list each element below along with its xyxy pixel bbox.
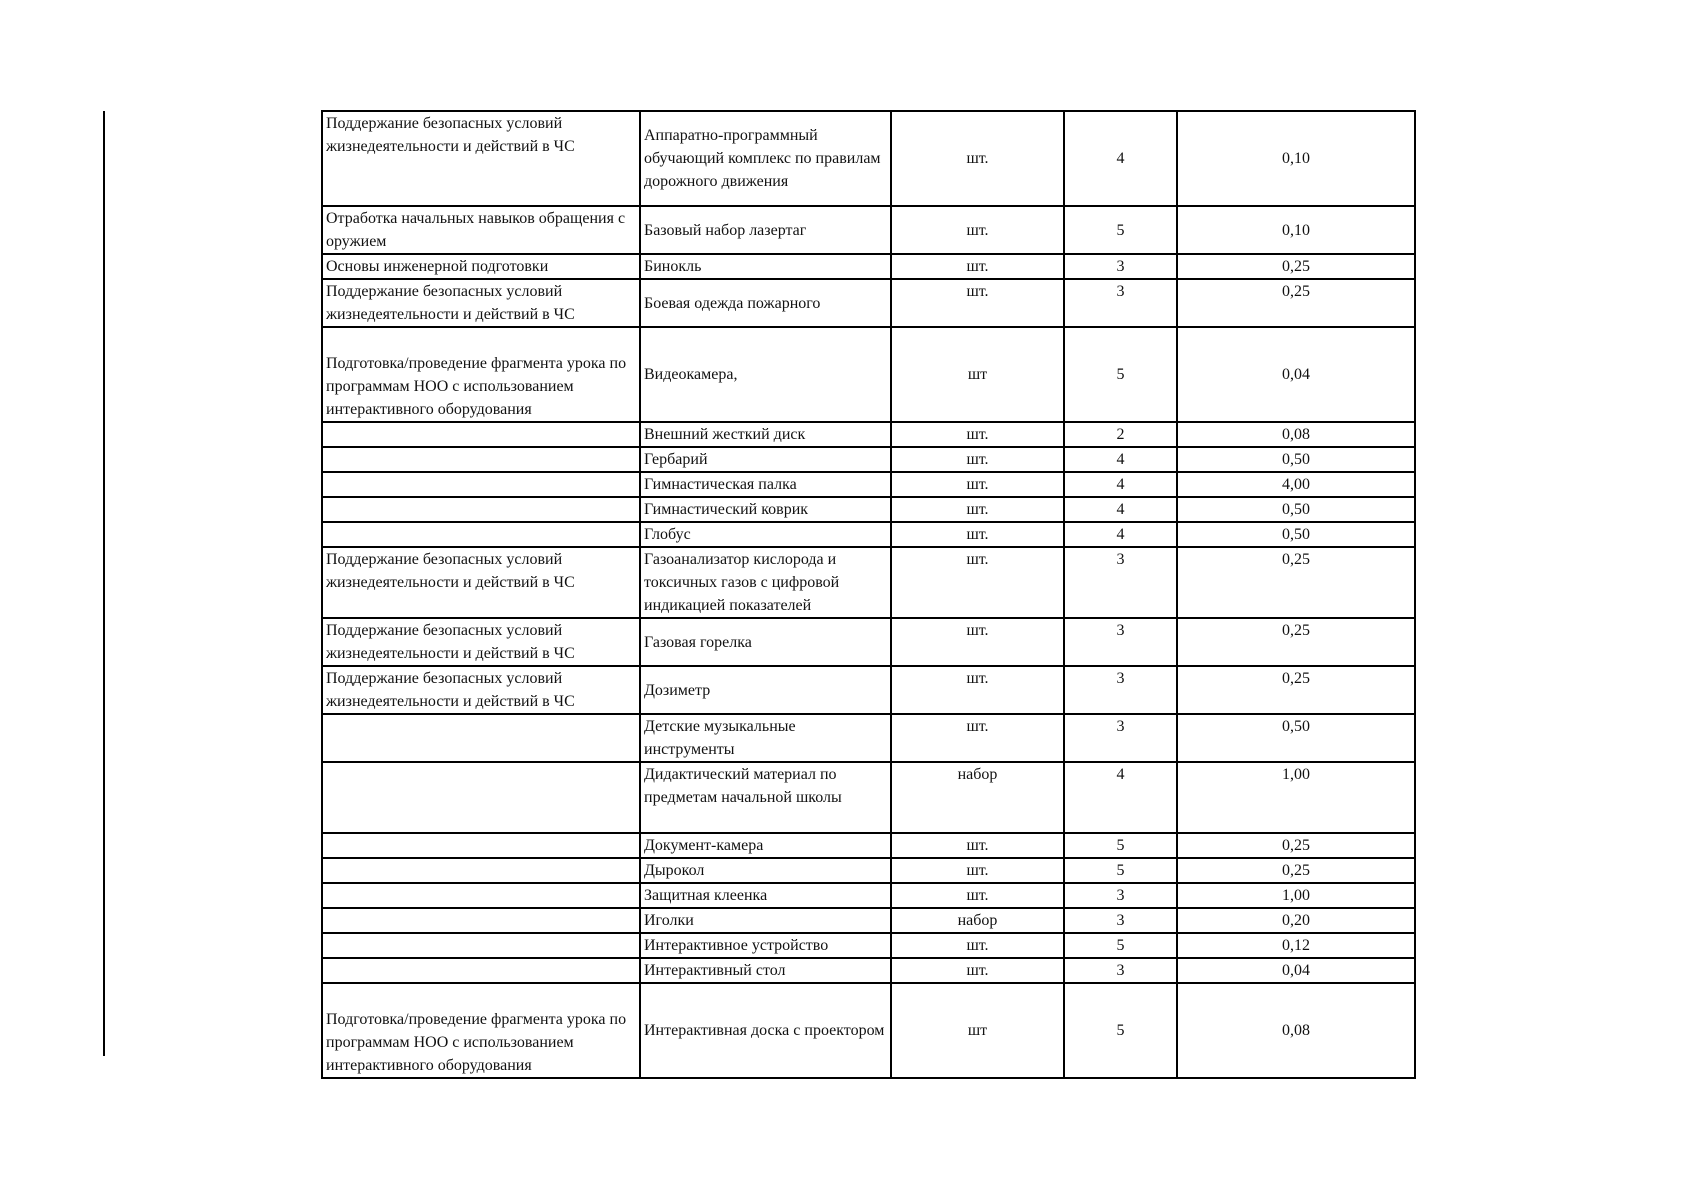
qty-cell: 4 — [1064, 497, 1177, 522]
qty-cell: 5 — [1064, 858, 1177, 883]
item-cell: Глобус — [640, 522, 891, 547]
item-cell: Газовая горелка — [640, 618, 891, 666]
table-row — [322, 833, 1415, 858]
activity-cell — [322, 883, 640, 908]
unit-cell: шт. — [891, 958, 1064, 983]
item-cell: Дидактический материал по предметам начальной школы — [640, 762, 891, 833]
unit-cell: набор — [891, 762, 1064, 833]
qty-cell: 4 — [1064, 447, 1177, 472]
unit-cell: шт. — [891, 933, 1064, 958]
activity-cell — [322, 762, 640, 833]
table-row — [322, 618, 1415, 666]
item-cell: Аппаратно-программный обучающий комплекс по правилам дорожного движения — [640, 111, 891, 206]
qty-cell: 5 — [1064, 327, 1177, 422]
unit-cell: шт. — [891, 254, 1064, 279]
unit-cell: шт. — [891, 279, 1064, 327]
qty-cell: 5 — [1064, 983, 1177, 1078]
item-cell: Внешний жесткий диск — [640, 422, 891, 447]
unit-cell: шт — [891, 327, 1064, 422]
table-row — [322, 933, 1415, 958]
norm-cell: 0,50 — [1177, 447, 1415, 472]
item-cell: Гимнастический коврик — [640, 497, 891, 522]
activity-cell: Подготовка/проведение фрагмента урока по программам НОО с использованием интерактивного оборудования — [322, 983, 640, 1078]
norm-cell: 0,20 — [1177, 908, 1415, 933]
activity-cell — [322, 714, 640, 762]
table-row — [322, 327, 1415, 422]
activity-cell — [322, 908, 640, 933]
norm-cell: 1,00 — [1177, 762, 1415, 833]
activity-cell: Поддержание безопасных условий жизнедеятельности и действий в ЧС — [322, 666, 640, 714]
table-row — [322, 497, 1415, 522]
norm-cell: 0,50 — [1177, 714, 1415, 762]
item-cell: Дырокол — [640, 858, 891, 883]
item-cell: Базовый набор лазертаг — [640, 206, 891, 254]
qty-cell: 3 — [1064, 666, 1177, 714]
item-cell: Бинокль — [640, 254, 891, 279]
table-row — [322, 547, 1415, 618]
activity-cell: Поддержание безопасных условий жизнедеятельности и действий в ЧС — [322, 279, 640, 327]
activity-cell — [322, 472, 640, 497]
activity-cell: Основы инженерной подготовки — [322, 254, 640, 279]
equipment-table — [321, 110, 1416, 1079]
norm-cell: 0,08 — [1177, 422, 1415, 447]
norm-cell: 0,04 — [1177, 958, 1415, 983]
table-row — [322, 762, 1415, 833]
qty-cell: 2 — [1064, 422, 1177, 447]
norm-cell: 0,25 — [1177, 833, 1415, 858]
activity-cell: Поддержание безопасных условий жизнедеятельности и действий в ЧС — [322, 111, 640, 206]
unit-cell: набор — [891, 908, 1064, 933]
unit-cell: шт. — [891, 522, 1064, 547]
table-row — [322, 447, 1415, 472]
activity-cell — [322, 522, 640, 547]
qty-cell: 5 — [1064, 833, 1177, 858]
unit-cell: шт. — [891, 714, 1064, 762]
item-cell: Боевая одежда пожарного — [640, 279, 891, 327]
page-margin-line — [103, 111, 105, 1056]
activity-cell: Поддержание безопасных условий жизнедеятельности и действий в ЧС — [322, 547, 640, 618]
qty-cell: 3 — [1064, 714, 1177, 762]
norm-cell: 0,10 — [1177, 111, 1415, 206]
table-row — [322, 254, 1415, 279]
item-cell: Интерактивная доска с проектором — [640, 983, 891, 1078]
unit-cell: шт. — [891, 497, 1064, 522]
unit-cell: шт. — [891, 472, 1064, 497]
norm-cell: 1,00 — [1177, 883, 1415, 908]
item-cell: Защитная клеенка — [640, 883, 891, 908]
table-row — [322, 666, 1415, 714]
norm-cell: 4,00 — [1177, 472, 1415, 497]
table-row — [322, 983, 1415, 1078]
activity-cell: Поддержание безопасных условий жизнедеятельности и действий в ЧС — [322, 618, 640, 666]
unit-cell: шт. — [891, 618, 1064, 666]
qty-cell: 5 — [1064, 206, 1177, 254]
item-cell: Гербарий — [640, 447, 891, 472]
item-cell: Документ-камера — [640, 833, 891, 858]
table-row — [322, 422, 1415, 447]
unit-cell: шт. — [891, 833, 1064, 858]
item-cell: Интерактивный стол — [640, 958, 891, 983]
qty-cell: 3 — [1064, 908, 1177, 933]
qty-cell: 3 — [1064, 618, 1177, 666]
activity-cell: Отработка начальных навыков обращения с оружием — [322, 206, 640, 254]
item-cell: Видеокамера, — [640, 327, 891, 422]
activity-cell — [322, 447, 640, 472]
table-row — [322, 714, 1415, 762]
qty-cell: 3 — [1064, 958, 1177, 983]
item-cell: Интерактивное устройство — [640, 933, 891, 958]
unit-cell: шт. — [891, 206, 1064, 254]
qty-cell: 3 — [1064, 254, 1177, 279]
norm-cell: 0,50 — [1177, 497, 1415, 522]
activity-cell — [322, 958, 640, 983]
norm-cell: 0,04 — [1177, 327, 1415, 422]
activity-cell: Подготовка/проведение фрагмента урока по программам НОО с использованием интерактивного оборудования — [322, 327, 640, 422]
qty-cell: 3 — [1064, 883, 1177, 908]
unit-cell: шт. — [891, 111, 1064, 206]
table-row — [322, 472, 1415, 497]
activity-cell — [322, 497, 640, 522]
table-row — [322, 858, 1415, 883]
norm-cell: 0,12 — [1177, 933, 1415, 958]
item-cell: Детские музыкальные инструменты — [640, 714, 891, 762]
table-row — [322, 883, 1415, 908]
item-cell: Дозиметр — [640, 666, 891, 714]
qty-cell: 4 — [1064, 762, 1177, 833]
activity-cell — [322, 833, 640, 858]
item-cell: Газоанализатор кислорода и токсичных газов с цифровой индикацией показателей — [640, 547, 891, 618]
activity-cell — [322, 422, 640, 447]
table-row — [322, 522, 1415, 547]
table-row — [322, 111, 1415, 206]
norm-cell: 0,50 — [1177, 522, 1415, 547]
qty-cell: 4 — [1064, 111, 1177, 206]
norm-cell: 0,25 — [1177, 547, 1415, 618]
item-cell: Гимнастическая палка — [640, 472, 891, 497]
qty-cell: 4 — [1064, 472, 1177, 497]
table-row — [322, 958, 1415, 983]
norm-cell: 0,25 — [1177, 618, 1415, 666]
qty-cell: 3 — [1064, 279, 1177, 327]
table-row — [322, 908, 1415, 933]
norm-cell: 0,08 — [1177, 983, 1415, 1078]
unit-cell: шт. — [891, 858, 1064, 883]
item-cell: Иголки — [640, 908, 891, 933]
norm-cell: 0,25 — [1177, 279, 1415, 327]
activity-cell — [322, 933, 640, 958]
unit-cell: шт. — [891, 447, 1064, 472]
unit-cell: шт. — [891, 422, 1064, 447]
qty-cell: 5 — [1064, 933, 1177, 958]
norm-cell: 0,25 — [1177, 254, 1415, 279]
unit-cell: шт. — [891, 666, 1064, 714]
qty-cell: 4 — [1064, 522, 1177, 547]
table-row — [322, 279, 1415, 327]
qty-cell: 3 — [1064, 547, 1177, 618]
unit-cell: шт. — [891, 547, 1064, 618]
norm-cell: 0,25 — [1177, 858, 1415, 883]
norm-cell: 0,25 — [1177, 666, 1415, 714]
unit-cell: шт — [891, 983, 1064, 1078]
activity-cell — [322, 858, 640, 883]
table-row — [322, 206, 1415, 254]
norm-cell: 0,10 — [1177, 206, 1415, 254]
unit-cell: шт. — [891, 883, 1064, 908]
